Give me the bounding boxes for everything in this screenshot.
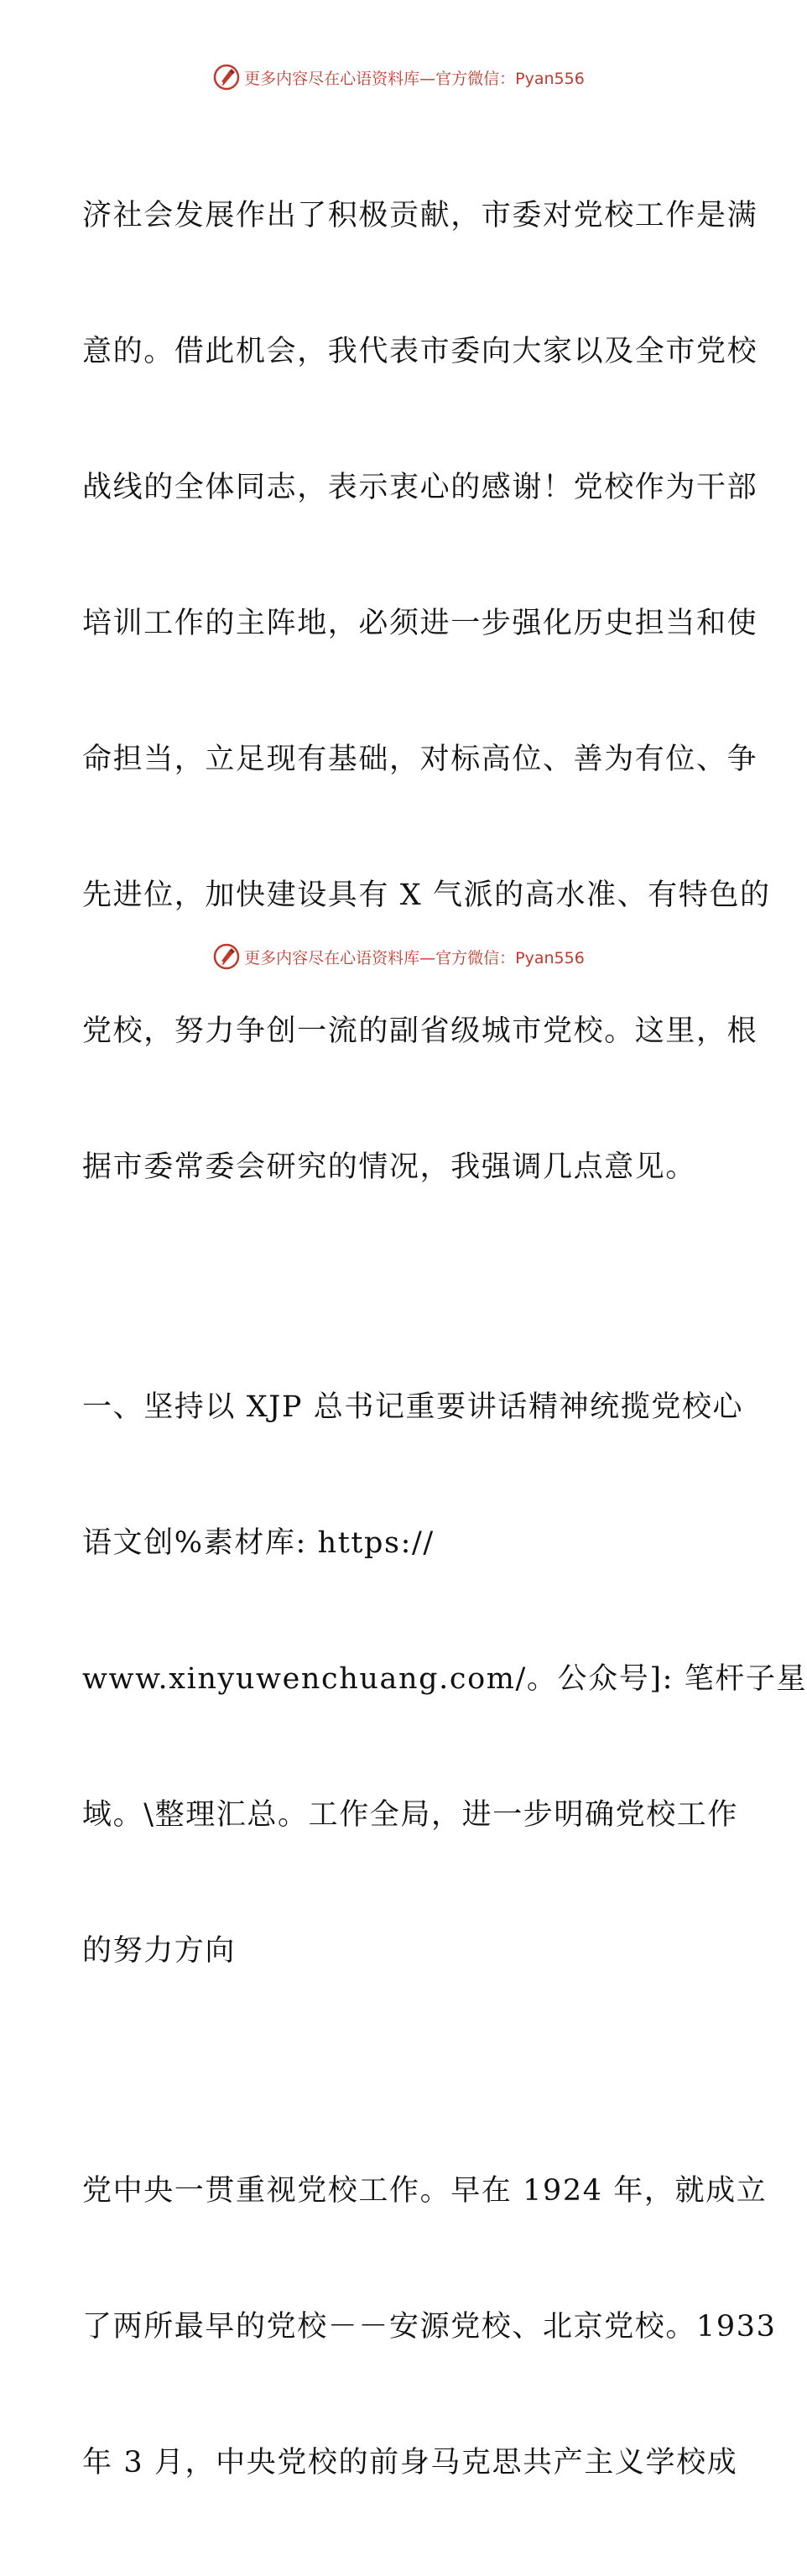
text-line: 命担当，立足现有基础，对标高位、善为有位、争 xyxy=(82,743,758,776)
pen-nib-logo-icon xyxy=(212,942,241,971)
header-watermark-banner xyxy=(0,60,797,94)
text-line: 语文创%素材库: https:// xyxy=(82,1526,435,1560)
text-line: 意的。借此机会，我代表市委向大家以及全市党校 xyxy=(82,335,758,368)
text-line: 据市委常委会研究的情况，我强调几点意见。 xyxy=(82,1150,697,1184)
text-line: 培训工作的主阵地，必须进一步强化历史担当和使 xyxy=(82,607,758,640)
text-line: 先进位，加快建设具有 X 气派的高水准、有特色的 xyxy=(82,879,771,912)
header-watermark-text: 更多内容尽在心语资料库—官方微信：Pyan556 xyxy=(244,69,585,88)
pen-nib-logo-icon xyxy=(212,63,241,91)
text-line: 一、坚持以 XJP 总书记重要讲话精神统揽党校心 xyxy=(82,1390,744,1424)
footer-watermark-text: 更多内容尽在心语资料库—官方微信：Pyan556 xyxy=(244,948,585,967)
footer-watermark-banner xyxy=(0,940,797,973)
text-line: 年 3 月，中央党校的前身马克思共产主义学校成 xyxy=(82,2446,738,2480)
paragraph-3 xyxy=(82,2078,777,2576)
paragraph-1 xyxy=(82,102,771,1280)
text-line: 战线的全体同志，表示衷心的感谢！党校作为干部 xyxy=(82,471,758,504)
text-line: 的努力方向 xyxy=(82,1934,237,1968)
text-line: 了两所最早的党校－－安源党校、北京党校。1933 xyxy=(82,2310,777,2344)
text-line: 域。\整理汇总。工作全局，进一步明确党校工作 xyxy=(82,1798,738,1832)
text-line: 济社会发展作出了积极贡献，市委对党校工作是满 xyxy=(82,199,758,232)
document-body xyxy=(82,102,807,2576)
section-heading-paragraph xyxy=(82,1294,807,2064)
text-line: www.xinyuwenchuang.com/。公众号]: 笔杆子星 xyxy=(82,1662,807,1696)
text-line: 党中央一贯重视党校工作。早在 1924 年，就成立 xyxy=(82,2174,768,2208)
text-line: 党校，努力争创一流的副省级城市党校。这里，根 xyxy=(82,1014,758,1048)
